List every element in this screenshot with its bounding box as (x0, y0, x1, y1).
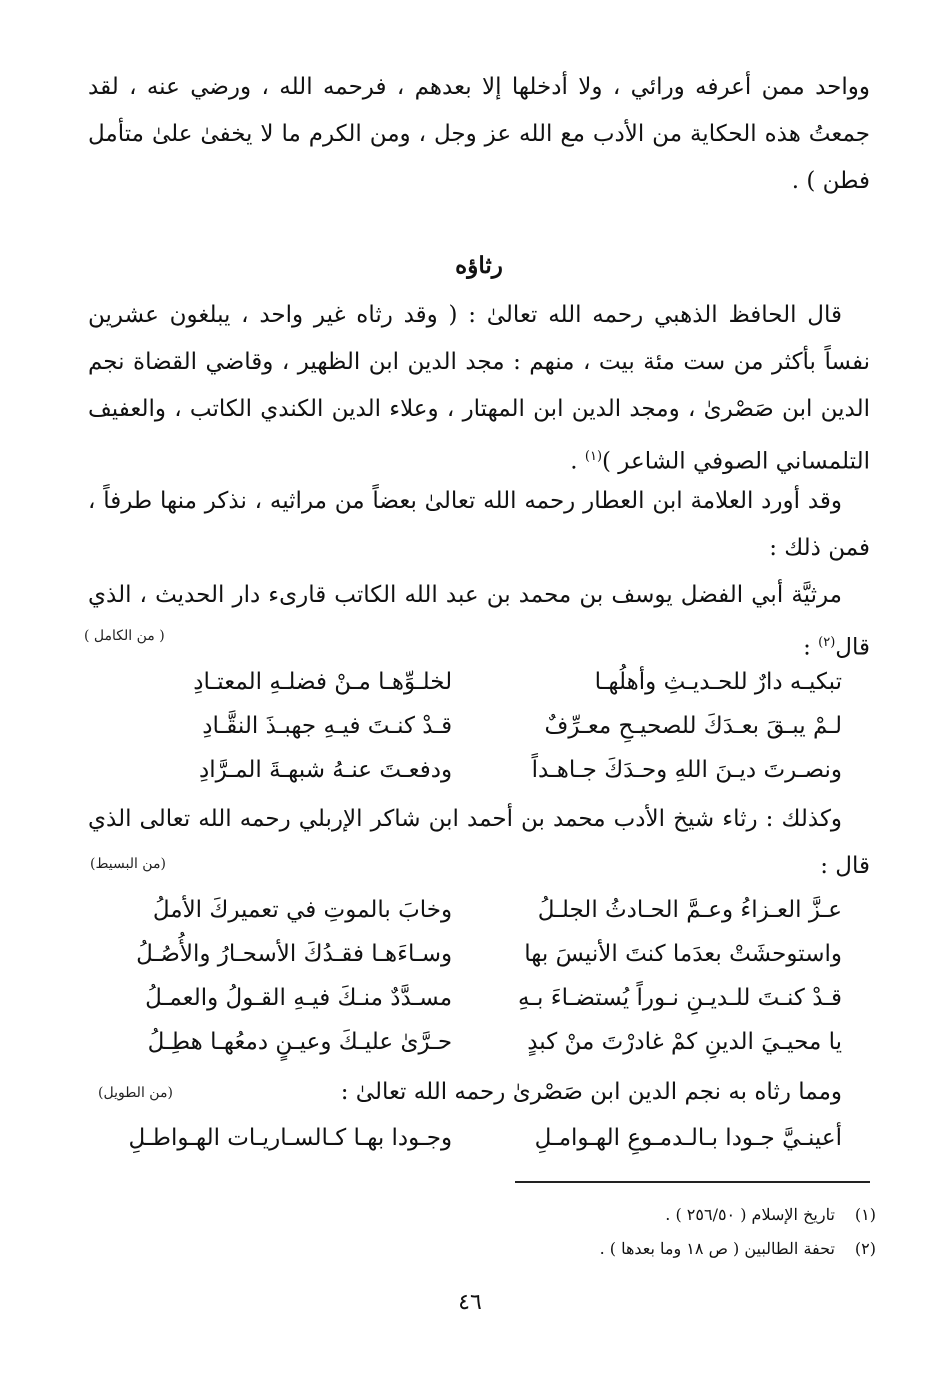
meter-label-1: ( من الكامل ) (84, 628, 165, 644)
hemistich-first: عـزَّ العـزاءُ وعـمَّ الحـادثُ الجلـلُ (537, 897, 842, 923)
hemistich-first: أعينـيَّ جـودا بـالـدمـوعِ الهـوامـلِ (534, 1125, 842, 1151)
footnote-2 (600, 1236, 876, 1262)
yusuf-text: مرثيَّة أبي الفضل يوسف بن محمد بن عبد الله الكاتب قارىء دار الحديث ، الذي قال (88, 582, 870, 661)
footnote-ref-2: (٢) (818, 635, 836, 650)
yusuf-end: : (803, 634, 819, 661)
sasra-paragraph: ومما رثاه به نجم الدين ابن صَصْرىٰ رحمه الله تعالىٰ : (340, 1079, 842, 1105)
hemistich-second: وخابَ بالموتِ في تعميركَ الأملُ (152, 897, 453, 923)
poem1-verse-2 (120, 704, 842, 748)
footnote-number: (١) (854, 1205, 876, 1224)
hemistich-first: يا محيـيَ الدينِ كمْ غادرْتَ منْ كبدٍ (527, 1029, 842, 1055)
hemistich-second: مسـدَّدٌ منـكَ فيـهِ القـولُ والعمـلُ (145, 985, 453, 1011)
hemistich-first: قـدْ كنـتَ للـديـنِ نـوراً يُستضـاءَ بـهِ (517, 985, 842, 1011)
section-title: رثاؤه (455, 252, 503, 279)
hemistich-second: حـرَّىٰ عليـكَ وعيـنٍ دمعُهـا هطِـلُ (147, 1029, 453, 1055)
footnote-text: تحفة الطالبين ( ص ١٨ وما بعدها ) . (599, 1239, 835, 1258)
page-number: ٤٦ (458, 1290, 482, 1315)
footnote-text: تاريخ الإسلام ( ٢٥٦/٥٠ ) . (665, 1205, 835, 1224)
hemistich-first: لـمْ يبـقَ بعـدَكَ للصحيـحِ معـرِّفٌ (544, 713, 842, 739)
poem2-verse-2 (120, 932, 842, 976)
dhahabi-end: . (570, 448, 585, 475)
intro-paragraph: وواحد ممن أعرفه ورائي ، ولا أدخلها إلا بعدهم ، فرحمه الله ، ورضي عنه ، لقد جمعتُ هذه الحكاية من الأدب مع الله عز وجل ، ومن الكرم ما لا يخفىٰ علىٰ متأمل فطن ) . (88, 74, 870, 194)
poem1-verse-3 (120, 748, 842, 792)
attar-block (88, 478, 870, 572)
hemistich-second: لخلـوِّهـا مـنْ فضلـهِ المعتـادِ (193, 669, 453, 695)
attar-paragraph: وقد أورد العلامة ابن العطار رحمه الله تعالىٰ بعضاً من مراثيه ، نذكر منها طرفاً ، فمن ذلك : (88, 488, 870, 561)
footnote-1 (665, 1202, 876, 1228)
hemistich-second: وجـودا بهـا كـالسـاريـات الهـواطـلِ (128, 1125, 453, 1151)
footnote-divider (515, 1181, 870, 1183)
yusuf-block (88, 572, 870, 672)
poem2-verse-4 (120, 1020, 842, 1064)
hemistich-second: ودفعـتَ عنـهُ شبهـةَ المـرَّادِ (199, 757, 453, 783)
hemistich-second: وسـاءَهـا فقـدُكَ الأسحـارُ والأُصُـلُ (136, 941, 453, 967)
irbili-block (88, 796, 870, 890)
poem1-verse-1 (120, 660, 842, 704)
poem2-verse-1 (120, 888, 842, 932)
hemistich-first: ونصـرتَ ديـنَ اللهِ وحـدَكَ جـاهـداً (531, 757, 842, 783)
irbili-paragraph: وكذلك : رثاء شيخ الأدب محمد بن أحمد ابن شاكر الإربلي رحمه الله تعالى الذي قال : (88, 806, 870, 879)
hemistich-first: تبكيـه دارٌ للحـديـثِ وأهلُهـا (594, 669, 842, 695)
meter-label-2: (من البسيط) (90, 856, 166, 872)
poem2-verse-3 (120, 976, 842, 1020)
dhahabi-paragraph (88, 292, 870, 486)
meter-label-3: (من الطويل) (98, 1085, 173, 1101)
poem3-verse-1 (120, 1116, 842, 1160)
intro-block (88, 64, 870, 205)
dhahabi-text: قال الحافظ الذهبي رحمه الله تعالىٰ : ( وقد رثاه غير واحد ، يبلغون عشرين نفساً بأكثر من ست مئة بيت ، منهم : مجد الدين ابن الظهير ، وقاضي القضاة نجم الدين ابن صَصْرىٰ ، ومجد الدين ابن المهتار ، وعلاء الدين الكندي الكاتب ، والعفيف التلمساني الصوفي الشاعر ) (88, 302, 870, 475)
hemistich-second: قـدْ كنـتَ فيـهِ جهبـذَ النقَّـادِ (202, 713, 453, 739)
sasra-block (88, 1072, 870, 1112)
dhahabi-block (88, 292, 870, 486)
footnote-ref-1: (١) (584, 449, 603, 464)
yusuf-paragraph (88, 572, 870, 672)
footnote-number: (٢) (854, 1239, 876, 1258)
hemistich-first: واستوحشَتْ بعدَما كنتَ الأنيسَ بها (524, 941, 842, 967)
